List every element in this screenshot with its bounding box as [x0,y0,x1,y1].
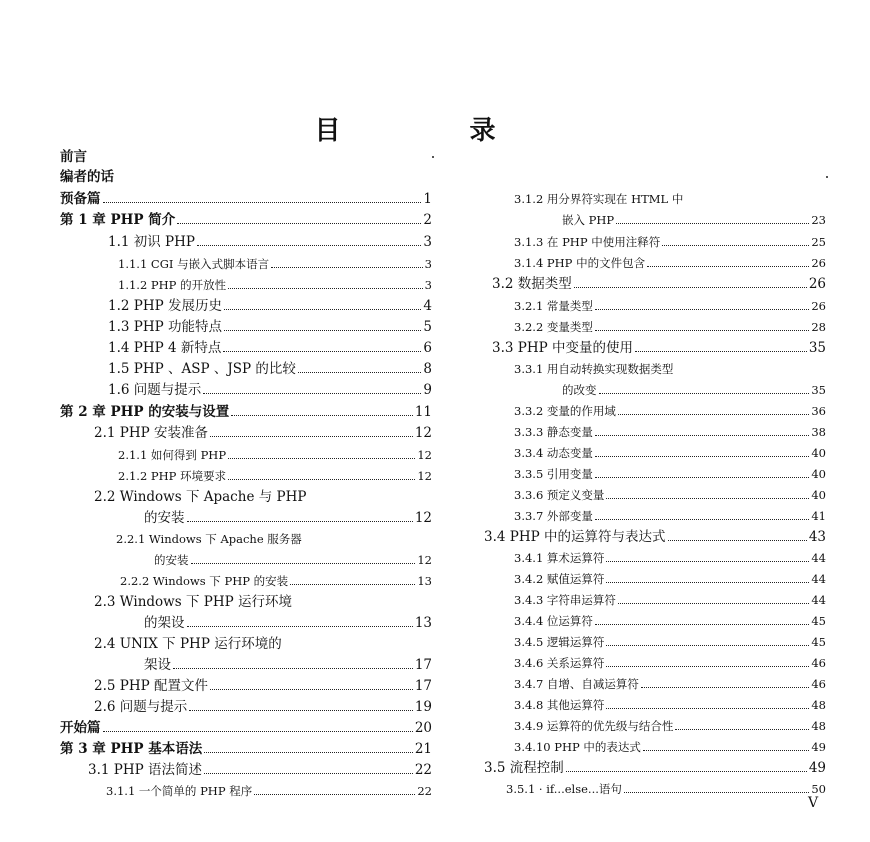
toc-entry [88,761,432,779]
toc-entry-label: 3.4.1 算术运算符 [514,551,605,565]
toc-entry [144,509,432,527]
toc-entry-page: 12 [414,425,432,441]
toc-entry-label: 3.1.2 用分界符实现在 HTML 中 [514,192,684,206]
toc-entry-page: 12 [414,510,432,526]
toc-entry [514,465,826,483]
toc-entry-label: 3.4.7 自增、自减运算符 [514,677,639,691]
toc-entry-page: 4 [423,298,432,314]
toc-entry-page: 44 [811,572,826,586]
toc-entry-label: 2.1.1 如何得到 PHP [118,448,227,462]
toc-entry-page: 17 [414,678,432,694]
page-title: 目 录 [314,116,556,146]
toc-entry-label: 嵌入 PHP [562,213,615,227]
toc-entry [514,654,826,672]
toc-leader-dots [187,626,413,627]
toc-leader-dots [228,288,423,289]
toc-leader-dots [595,624,809,625]
toc-entry [108,297,432,315]
toc-entry [60,211,432,229]
toc-leader-dots [103,202,422,203]
toc-entry-page: 20 [414,720,432,736]
toc-entry-label: 3.4.9 运算符的优先级与结合性 [514,719,674,733]
toc-leader-dots [595,519,809,520]
toc-entry-page: 45 [811,614,826,628]
toc-entry-label: 3.3.7 外部变量 [514,509,593,523]
toc-leader-dots [224,309,421,310]
toc-entry [514,402,826,420]
toc-entry-page: 22 [417,784,432,798]
toc-entry-label: 1.6 问题与提示 [108,382,202,398]
toc-entry-page: 46 [811,677,826,691]
toc-leader-dots [254,794,415,795]
toc-entry [94,424,432,442]
toc-leader-dots [668,540,807,541]
toc-entry [116,530,432,548]
toc-entry-label: 3.4.6 关系运算符 [514,656,605,670]
toc-entry [514,423,826,441]
toc-leader-dots [606,708,809,709]
toc-entry-label: 3.3.1 用自动转换实现数据类型 [514,362,674,376]
toc-leader-dots [595,309,809,310]
toc-entry-label: 3.3.5 引用变量 [514,467,593,481]
toc-entry-label: 3.5.1 · if...else...语句 [506,782,622,796]
toc-leader-dots [635,351,807,352]
toc-entry [514,486,826,504]
toc-entry-page: 3 [424,278,432,292]
scan-speck [826,176,828,178]
toc-entry [108,360,432,378]
toc-entry-page: 48 [811,719,826,733]
toc-entry-page: 43 [808,529,826,545]
toc-entry [492,275,826,293]
toc-entry-page: 48 [811,698,826,712]
toc-entry [144,656,432,674]
toc-leader-dots [228,479,415,480]
toc-entry-label: 3.2.1 常量类型 [514,299,593,313]
toc-leader-dots [203,393,421,394]
toc-entry [60,403,432,421]
toc-entry-label: 第 2 章 PHP 的安装与设置 [60,404,230,420]
toc-entry-page: 13 [414,615,432,631]
toc-entry [514,591,826,609]
toc-entry-label: 的安装 [144,510,185,526]
toc-leader-dots [606,582,809,583]
toc-leader-dots [210,436,413,437]
toc-leader-dots [606,498,809,499]
toc-entry-label: 3.4.5 逻辑运算符 [514,635,605,649]
toc-entry [94,488,432,506]
toc-entry-label: 2.6 问题与提示 [94,699,188,715]
toc-entry-page: 6 [423,340,432,356]
toc-leader-dots [271,267,423,268]
toc-entry [506,780,826,798]
toc-entry-label: 3.4 PHP 中的运算符与表达式 [484,529,666,545]
page-number: V [808,795,819,811]
toc-entry-label: 1.1.1 CGI 与嵌入式脚本语言 [118,257,270,271]
toc-entry-page: 26 [811,299,826,313]
toc-leader-dots [290,584,415,585]
toc-entry [94,698,432,716]
toc-entry-page: 12 [417,553,432,567]
toc-entry-label: 第 3 章 PHP 基本语法 [60,741,203,757]
toc-entry-label: 3.4.10 PHP 中的表达式 [514,740,641,754]
toc-entry [514,190,826,208]
toc-entry-page: 49 [808,760,826,776]
toc-entry-label: 第 1 章 PHP 简介 [60,212,176,228]
toc-entry-label: 前言 [60,149,87,165]
toc-entry-page: 8 [423,361,432,377]
toc-entry-label: 1.1.2 PHP 的开放性 [118,278,227,292]
toc-entry-page: 1 [423,191,432,207]
toc-entry-label: 2.5 PHP 配置文件 [94,678,208,694]
toc-entry [514,360,826,378]
toc-leader-dots [187,521,413,522]
toc-entry-page: 17 [414,657,432,673]
toc-entry [94,593,432,611]
toc-leader-dots [624,792,809,793]
toc-leader-dots [298,372,422,373]
toc-entry-label: 3.3 PHP 中变量的使用 [492,340,633,356]
toc-entry [118,255,432,273]
toc-entry-label: 开始篇 [60,720,101,736]
toc-entry-page: 19 [414,699,432,715]
toc-leader-dots [204,752,413,753]
toc-entry-label: 预备篇 [60,191,101,207]
toc-leader-dots [197,245,421,246]
toc-entry-page: 44 [811,593,826,607]
toc-leader-dots [204,773,413,774]
toc-leader-dots [191,563,416,564]
toc-entry [60,740,432,758]
toc-leader-dots [643,750,809,751]
toc-leader-dots [595,330,809,331]
toc-entry-label: 3.2.2 变量类型 [514,320,593,334]
toc-entry [108,318,432,336]
toc-entry-label: 1.1 初识 PHP [108,234,195,250]
toc-entry [514,318,826,336]
toc-entry [514,297,826,315]
toc-entry-label: 2.1.2 PHP 环境要求 [118,469,227,483]
toc-entry-label: 1.4 PHP 4 新特点 [108,340,222,356]
toc-entry [120,572,432,590]
toc-entry [94,677,432,695]
toc-entry [514,612,826,630]
toc-leader-dots [606,666,809,667]
toc-entry-page: 41 [811,509,826,523]
toc-entry-page: 40 [811,467,826,481]
toc-entry [60,148,432,166]
toc-entry-label: 编者的话 [60,169,114,185]
toc-entry-label: 的改变 [562,383,597,397]
toc-entry-label: 3.3.4 动态变量 [514,446,593,460]
toc-entry [118,276,432,294]
toc-entry [514,549,826,567]
scan-speck [432,156,434,158]
toc-entry-label: 3.1.3 在 PHP 中使用注释符 [514,235,661,249]
toc-entry [106,782,432,800]
toc-leader-dots [224,330,421,331]
toc-entry [514,675,826,693]
toc-entry-page: 22 [414,762,432,778]
toc-leader-dots [566,771,807,772]
toc-entry-page: 23 [811,213,826,227]
toc-entry [514,717,826,735]
toc-entry-page: 3 [424,257,432,271]
toc-entry [60,190,432,208]
toc-leader-dots [223,351,421,352]
toc-entry-label: 3.1.4 PHP 中的文件包含 [514,256,646,270]
toc-entry-page: 45 [811,635,826,649]
toc-entry [94,635,432,653]
toc-entry [514,696,826,714]
toc-entry-label: 2.1 PHP 安装准备 [94,425,208,441]
toc-entry [144,614,432,632]
toc-entry-page: 46 [811,656,826,670]
toc-entry-page: 28 [811,320,826,334]
toc-entry-page: 36 [811,404,826,418]
toc-entry [118,446,432,464]
toc-entry-label: 3.3.6 预定义变量 [514,488,605,502]
toc-entry [154,551,432,569]
toc-entry [514,633,826,651]
toc-entry [514,233,826,251]
toc-entry [108,381,432,399]
toc-entry-label: 1.3 PHP 功能特点 [108,319,222,335]
toc-entry-page: 12 [417,448,432,462]
toc-leader-dots [618,414,809,415]
toc-entry-page: 35 [811,383,826,397]
toc-entry [60,168,432,186]
toc-leader-dots [189,710,413,711]
toc-leader-dots [231,415,413,416]
toc-entry [118,467,432,485]
toc-entry-page: 12 [417,469,432,483]
toc-leader-dots [595,477,809,478]
toc-entry-label: 3.1 PHP 语法简述 [88,762,202,778]
toc-entry-label: 2.2 Windows 下 Apache 与 PHP [94,489,307,505]
toc-entry [484,759,826,777]
toc-entry [562,381,826,399]
toc-entry-page: 26 [808,276,826,292]
toc-entry [108,233,432,251]
toc-leader-dots [173,668,413,669]
toc-entry-page: 9 [423,382,432,398]
toc-entry-page: 5 [423,319,432,335]
toc-entry-label: 架设 [144,657,171,673]
toc-leader-dots [177,223,421,224]
toc-leader-dots [616,223,809,224]
toc-leader-dots [675,729,809,730]
toc-entry-page: 50 [811,782,826,796]
toc-entry-page: 38 [811,425,826,439]
toc-leader-dots [618,603,809,604]
toc-leader-dots [599,393,810,394]
toc-leader-dots [606,645,809,646]
toc-entry-label: 3.5 流程控制 [484,760,564,776]
toc-entry-page: 26 [811,256,826,270]
toc-entry-label: 的安装 [154,553,189,567]
toc-entry-page: 21 [414,741,432,757]
toc-entry [514,738,826,756]
toc-entry-page: 49 [811,740,826,754]
toc-leader-dots [606,561,809,562]
toc-entry [562,211,826,229]
toc-entry [484,528,826,546]
toc-leader-dots [641,687,809,688]
toc-entry [514,254,826,272]
toc-entry-page: 44 [811,551,826,565]
toc-entry-label: 2.2.2 Windows 下 PHP 的安装 [120,574,289,588]
toc-entry-label: 2.2.1 Windows 下 Apache 服务器 [116,532,302,546]
toc-leader-dots [103,731,413,732]
toc-entry-label: 1.2 PHP 发展历史 [108,298,222,314]
toc-entry-label: 3.1.1 一个简单的 PHP 程序 [106,784,253,798]
toc-entry-page: 40 [811,446,826,460]
toc-entry-page: 25 [811,235,826,249]
toc-entry-page: 11 [414,404,432,420]
toc-leader-dots [228,458,415,459]
toc-entry-label: 3.4.2 赋值运算符 [514,572,605,586]
toc-entry-label: 的架设 [144,615,185,631]
toc-entry [60,719,432,737]
toc-leader-dots [662,245,809,246]
toc-entry-label: 3.4.8 其他运算符 [514,698,605,712]
toc-entry-label: 2.4 UNIX 下 PHP 运行环境的 [94,636,282,652]
toc-entry-page: 40 [811,488,826,502]
toc-entry [108,339,432,357]
toc-entry-label: 3.2 数据类型 [492,276,572,292]
toc-leader-dots [210,689,413,690]
toc-entry-label: 3.4.4 位运算符 [514,614,593,628]
toc-leader-dots [647,266,809,267]
toc-leader-dots [574,287,807,288]
toc-entry-page: 35 [808,340,826,356]
toc-entry [514,507,826,525]
toc-entry-label: 3.3.3 静态变量 [514,425,593,439]
toc-entry-page: 2 [423,212,432,228]
toc-entry-label: 3.3.2 变量的作用域 [514,404,616,418]
toc-leader-dots [595,456,809,457]
toc-entry-label: 1.5 PHP 、ASP 、JSP 的比较 [108,361,296,377]
toc-entry-page: 3 [423,234,432,250]
toc-entry-label: 3.4.3 字符串运算符 [514,593,616,607]
toc-leader-dots [595,435,809,436]
toc-entry [514,444,826,462]
toc-entry-label: 2.3 Windows 下 PHP 运行环境 [94,594,292,610]
toc-entry [514,570,826,588]
toc-entry [492,339,826,357]
toc-entry-page: 13 [417,574,432,588]
